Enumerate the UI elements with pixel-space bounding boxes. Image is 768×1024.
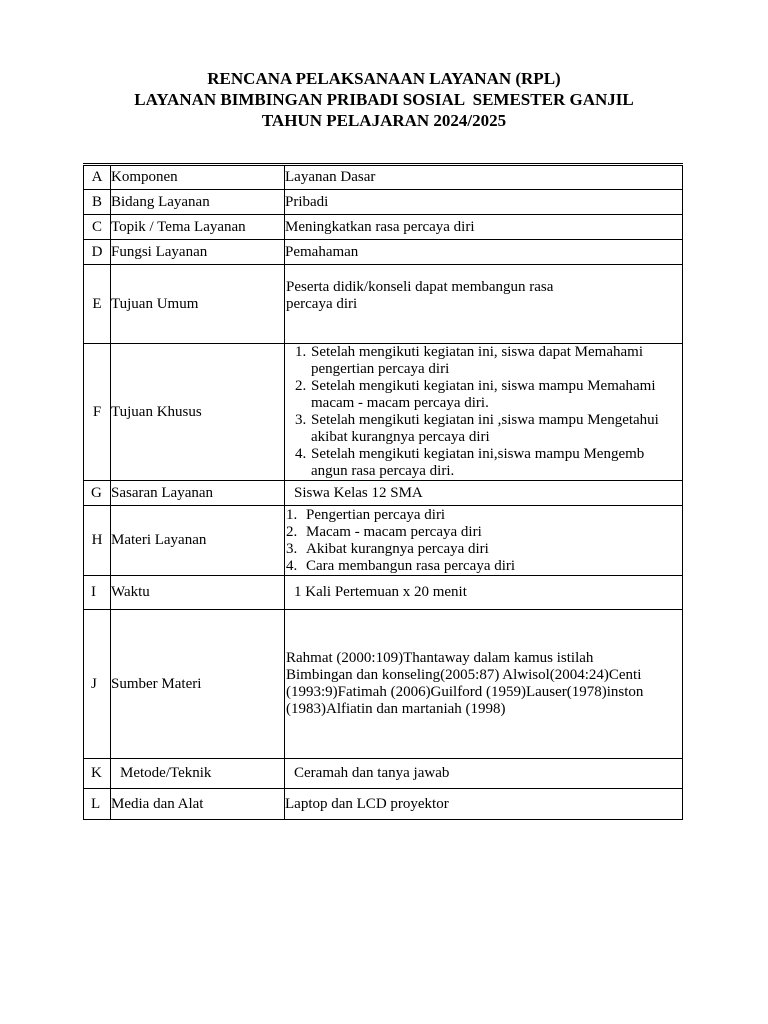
row-value: 1 Kali Pertemuan x 20 menit	[285, 576, 683, 610]
table-row	[84, 240, 683, 265]
row-value	[285, 265, 683, 344]
value-line: Peserta didik/konseli dapat membangun rasa	[286, 279, 554, 295]
item-text: Cara membangun rasa percaya diri	[306, 557, 516, 574]
row-letter: J	[84, 610, 111, 759]
value-line: percaya diri	[286, 296, 358, 312]
row-label: Waktu	[111, 576, 285, 610]
row-label: Bidang Layanan	[111, 190, 285, 215]
row-letter: I	[84, 576, 111, 610]
row-value	[285, 610, 683, 759]
row-letter: L	[84, 789, 111, 820]
row-letter: A	[84, 165, 111, 190]
document-title: RENCANA PELAKSANAAN LAYANAN (RPL)	[207, 69, 561, 88]
list-item	[286, 558, 682, 575]
row-label: Sumber Materi	[111, 610, 285, 759]
item-text: Macam - macam percaya diri	[306, 523, 482, 540]
row-value	[285, 344, 683, 481]
list-item	[286, 524, 682, 541]
table-row	[84, 215, 683, 240]
list-item	[286, 541, 682, 558]
row-letter: C	[84, 215, 111, 240]
objectives-list	[285, 344, 682, 480]
row-value: Siswa Kelas 12 SMA	[285, 481, 683, 506]
table-row	[84, 610, 683, 759]
list-item: 1. Setelah mengikuti kegiatan ini, siswa dapat Memahami pengertian percaya diri	[310, 344, 682, 378]
row-letter: E	[84, 265, 111, 344]
value-line: (1993:9)Fatimah (2006)Guilford (1959)Lauser(1978)inston	[286, 684, 644, 700]
row-value: Pribadi	[285, 190, 683, 215]
item-number: 4.	[286, 557, 298, 574]
row-letter: B	[84, 190, 111, 215]
table-row	[84, 265, 683, 344]
row-label: Komponen	[111, 165, 285, 190]
table-row	[84, 576, 683, 610]
item-number: 1.	[286, 506, 298, 523]
value-line: (1983)Alfiatin dan martaniah (1998)	[286, 701, 506, 717]
rpl-table	[83, 163, 683, 820]
table-row	[84, 481, 683, 506]
list-item: 2. Setelah mengikuti kegiatan ini, siswa mampu Memahami macam - macam percaya diri.	[310, 378, 682, 412]
table-row	[84, 789, 683, 820]
row-letter: F	[84, 344, 111, 481]
row-label: Fungsi Layanan	[111, 240, 285, 265]
list-item: 4. Setelah mengikuti kegiatan ini,siswa mampu Mengemb angun rasa percaya diri.	[310, 446, 682, 480]
row-label: Metode/Teknik	[111, 759, 285, 789]
row-value: Layanan Dasar	[285, 165, 683, 190]
table-row	[84, 165, 683, 190]
row-value: Pemahaman	[285, 240, 683, 265]
document-subtitle: LAYANAN BIMBINGAN PRIBADI SOSIAL SEMESTER GANJIL	[134, 90, 634, 109]
list-item	[286, 507, 682, 524]
row-letter: G	[84, 481, 111, 506]
row-letter: D	[84, 240, 111, 265]
row-label: Tujuan Umum	[111, 265, 285, 344]
row-value	[285, 506, 683, 576]
table-row	[84, 759, 683, 789]
value-line: Rahmat (2000:109)Thantaway dalam kamus istilah	[286, 650, 594, 666]
table-row	[84, 506, 683, 576]
row-label: Sasaran Layanan	[111, 481, 285, 506]
item-text: Pengertian percaya diri	[306, 506, 446, 523]
document-year: TAHUN PELAJARAN 2024/2025	[261, 111, 507, 130]
list-item: 3. Setelah mengikuti kegiatan ini ,siswa mampu Mengetahui akibat kurangnya percaya diri	[310, 412, 682, 446]
row-label: Materi Layanan	[111, 506, 285, 576]
row-label: Media dan Alat	[111, 789, 285, 820]
item-number: 2.	[286, 523, 298, 540]
row-letter: K	[84, 759, 111, 789]
value-line: Bimbingan dan konseling(2005:87) Alwisol(2004:24)Centi	[286, 667, 642, 683]
material-list	[286, 507, 682, 575]
row-value: Ceramah dan tanya jawab	[285, 759, 683, 789]
row-value: Meningkatkan rasa percaya diri	[285, 215, 683, 240]
row-letter: H	[84, 506, 111, 576]
item-number: 3.	[286, 540, 298, 557]
row-value: Laptop dan LCD proyektor	[285, 789, 683, 820]
row-label: Topik / Tema Layanan	[111, 215, 285, 240]
table-row	[84, 344, 683, 481]
table-row	[84, 190, 683, 215]
row-label: Tujuan Khusus	[111, 344, 285, 481]
item-text: Akibat kurangnya percaya diri	[306, 540, 489, 557]
